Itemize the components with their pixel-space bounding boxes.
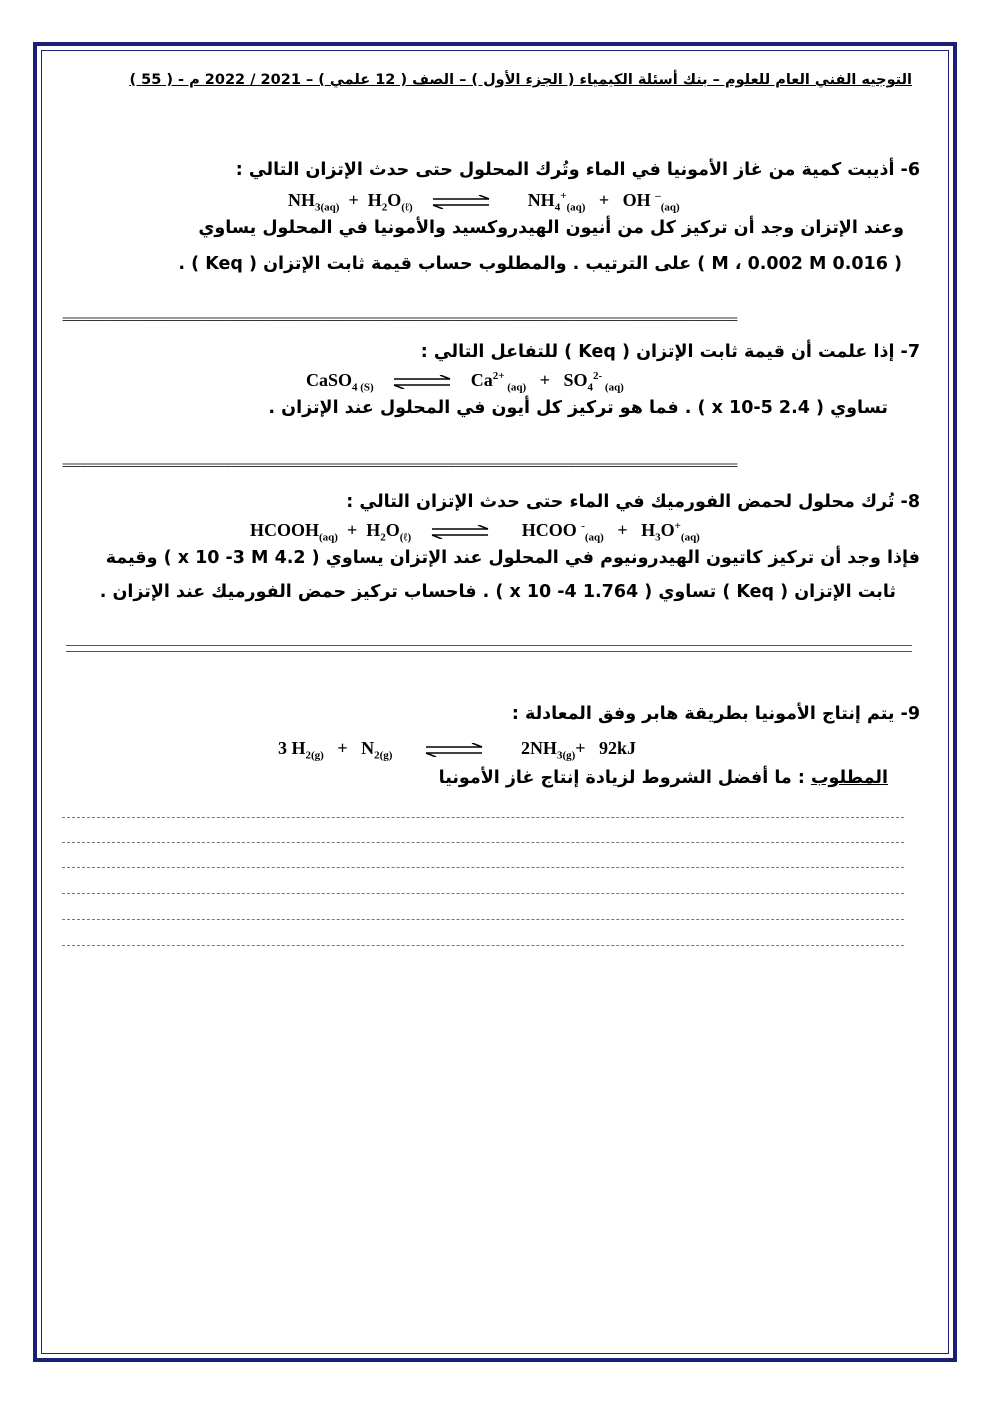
equation-q8: $HCOOH_{(aq)} + H_2O_{(\ell)}$ HCOO $^-_{(aq)} + H_3O^+_{(aq)}$: [250, 520, 700, 544]
answer-line: [62, 842, 904, 843]
answer-line: [62, 945, 904, 946]
answer-line: [62, 867, 904, 868]
equilibrium-arrow-icon: [424, 743, 484, 757]
question-7-line-2: تساوي ( 2.4 x 10-5 ) . فما هو تركيز كل أيون في المحلول عند الإتزان .: [268, 398, 888, 418]
equilibrium-arrow-icon: [392, 375, 452, 389]
question-8-line-2: فإذا وجد أن تركيز كاتيون الهيدرونيوم في المحلول عند الإتزان يساوي ( 4.2 x 10 -3 M ) وقيمة: [105, 548, 920, 568]
answer-line: [62, 893, 904, 894]
equilibrium-arrow-icon: [430, 525, 490, 539]
equation-q9: 3 $H_{2(g)} + N_{2(g)}$ $2NH_{3(g)}+ 92kJ$: [278, 738, 637, 762]
page-border-inner: [41, 50, 949, 1354]
question-6-line-2: وعند الإتزان وجد أن تركيز كل من أنيون الهيدروكسيد والأمونيا في المحلول يساوي: [198, 218, 904, 238]
equation-q6: $NH_{3(aq)} + H_2O_{(\ell)}$ $NH_4^+_{(aq)}$ + OH –$_{(aq)}$: [288, 190, 680, 214]
equation-q7: CaSO$_{4 (S)}$ $Ca^{2+}$ $_{(aq)} + SO_4^{2-}$ $_{(aq)}$: [306, 370, 624, 394]
separator-line: ================================================================================================================: [62, 462, 737, 472]
separator-double-line: [66, 645, 912, 652]
equilibrium-arrow-icon: [431, 195, 491, 209]
required-text: : ما أفضل الشروط لزيادة إنتاج غاز الأمونيا: [438, 768, 811, 788]
answer-line: [62, 919, 904, 920]
separator-line: ================================================================================================================: [62, 316, 737, 326]
page-header: التوجيه الفني العام للعلوم – بنك أسئلة الكيمياء ( الجزء الأول ) – الصف ( 12 علمي ) – 2021 / 2022 م - ( 55 ): [129, 72, 912, 88]
question-6-text: 6- أذيبت كمية من غاز الأمونيا في الماء وتُرك المحلول حتى حدث الإتزان التالي :: [235, 160, 920, 180]
question-9-text: 9- يتم إنتاج الأمونيا بطريقة هابر وفق المعادلة :: [511, 704, 920, 724]
question-6-line-3: ( 0.016 M ، 0.002 M ) على الترتيب . والمطلوب حساب قيمة ثابت الإتزان ( Keq ) .: [178, 254, 902, 274]
question-8-text: 8- تُرك محلول لحمض الفورميك في الماء حتى حدث الإتزان التالي :: [346, 492, 920, 512]
question-7-text: 7- إذا علمت أن قيمة ثابت الإتزان ( Keq ) للتفاعل التالي :: [420, 342, 920, 362]
question-9-required: [439, 768, 888, 788]
question-8-line-3: ثابت الإتزان ( Keq ) تساوي ( 1.764 x 10 -4 ) . فاحساب تركيز حمض الفورميك عند الإتزان .: [99, 582, 896, 602]
required-label: المطلوب: [810, 768, 888, 788]
answer-line: [62, 817, 904, 818]
